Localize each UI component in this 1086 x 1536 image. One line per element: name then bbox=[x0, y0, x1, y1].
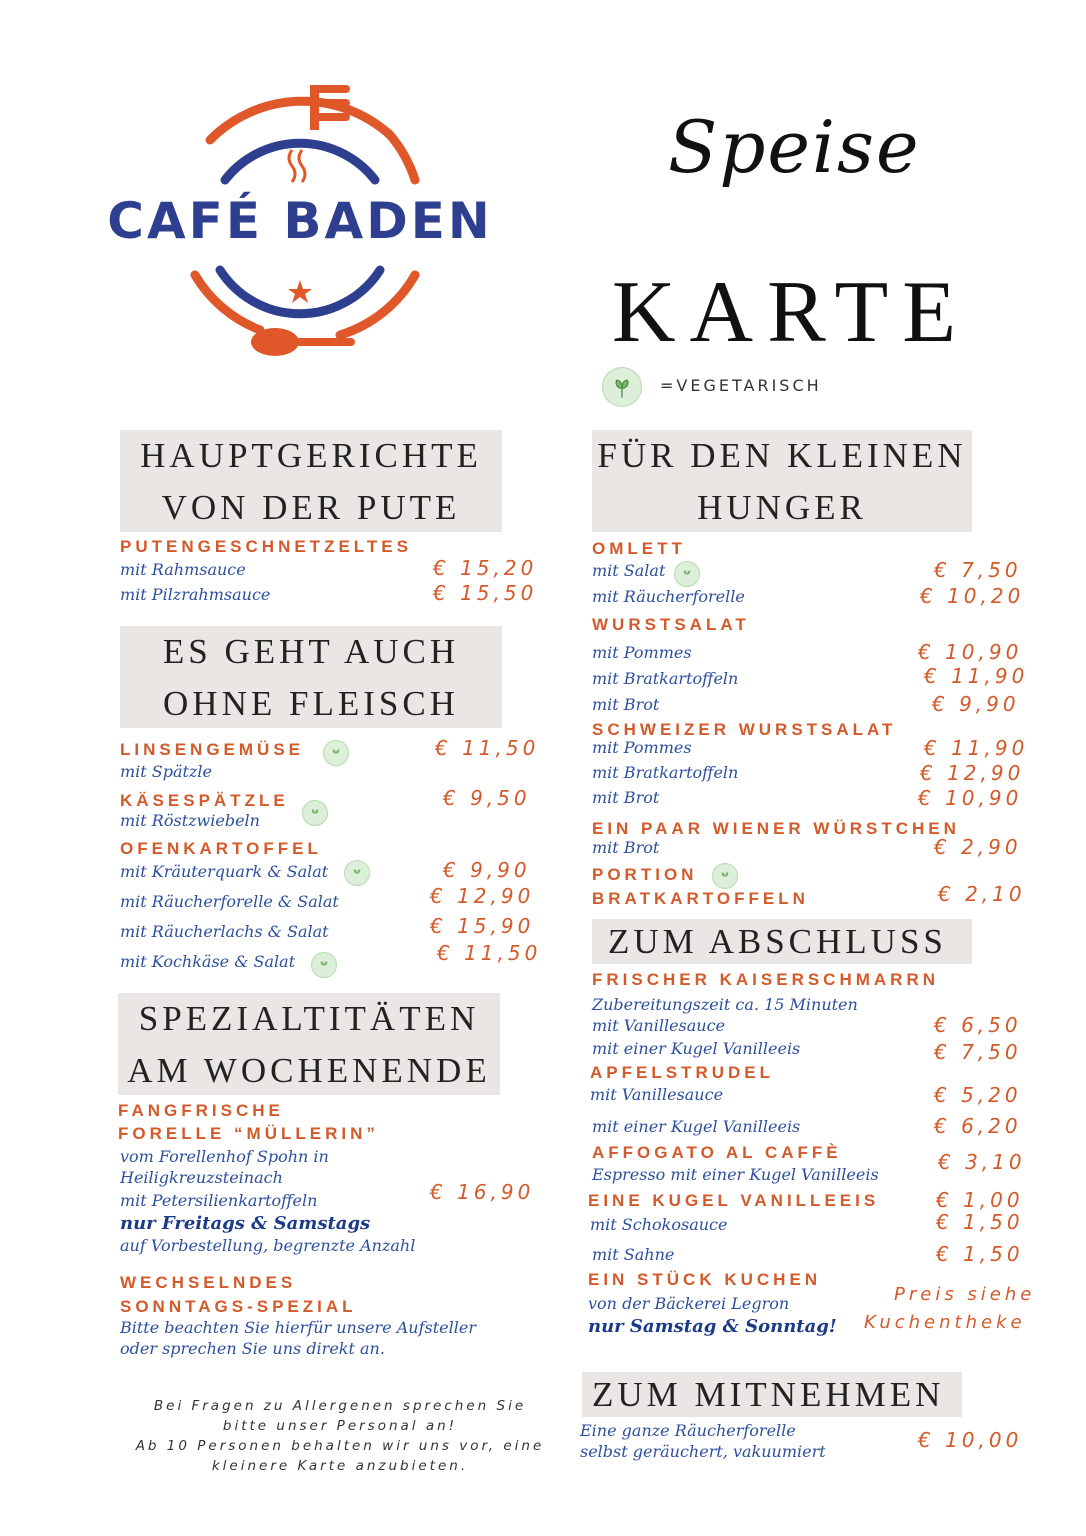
item-title: LINSENGEMÜSE bbox=[120, 740, 305, 759]
item-title: KÄSESPÄTZLE bbox=[120, 791, 289, 810]
item-price-note: Kuchentheke bbox=[864, 1312, 1026, 1333]
item-price-note: Preis siehe bbox=[894, 1284, 1036, 1305]
item-note: nur Samstag & Sonntag! bbox=[588, 1316, 837, 1337]
item-desc: mit Räucherforelle & Salat bbox=[120, 892, 339, 911]
item-price: € 6,20 bbox=[934, 1114, 1022, 1138]
item-price: € 10,90 bbox=[918, 786, 1023, 810]
item-desc: von der Bäckerei Legron bbox=[588, 1294, 790, 1313]
item-desc: mit Räucherforelle bbox=[592, 587, 745, 606]
item-price: € 10,20 bbox=[920, 584, 1025, 608]
item-price: € 15,50 bbox=[433, 581, 538, 605]
item-desc: mit Spätzle bbox=[120, 762, 212, 781]
item-desc: Espresso mit einer Kugel Vanilleeis bbox=[592, 1165, 879, 1184]
brand-name: CAFÉ BADEN bbox=[107, 192, 493, 250]
item-price: € 12,90 bbox=[920, 761, 1025, 785]
vegetarian-leaf-icon bbox=[302, 800, 328, 826]
item-price: € 15,90 bbox=[430, 914, 535, 938]
vegetarian-leaf-icon bbox=[311, 952, 337, 978]
item-desc: oder sprechen Sie uns direkt an. bbox=[120, 1339, 385, 1358]
item-price: € 16,90 bbox=[430, 1180, 535, 1204]
item-price: € 11,50 bbox=[435, 736, 540, 760]
item-price: € 9,90 bbox=[443, 858, 531, 882]
item-desc: mit Pilzrahmsauce bbox=[120, 585, 271, 604]
item-price: € 15,20 bbox=[433, 556, 538, 580]
item-title: PUTENGESCHNETZELTES bbox=[120, 537, 412, 556]
item-title: APFELSTRUDEL bbox=[590, 1063, 774, 1082]
item-desc: mit Brot bbox=[592, 788, 660, 807]
title-main: KARTE bbox=[612, 264, 971, 361]
item-price: € 1,50 bbox=[936, 1210, 1024, 1234]
item-title: FORELLE “MÜLLERIN” bbox=[118, 1124, 379, 1143]
vegetarian-leaf-icon bbox=[712, 863, 738, 889]
item-title: OMLETT bbox=[592, 539, 686, 558]
item-title: OFENKARTOFFEL bbox=[120, 839, 322, 858]
item-price: € 10,90 bbox=[918, 640, 1023, 664]
item-desc: vom Forellenhof Spohn in bbox=[120, 1147, 329, 1166]
item-price: € 9,50 bbox=[443, 786, 531, 810]
item-title: EIN PAAR WIENER WÜRSTCHEN bbox=[592, 819, 960, 838]
item-desc: selbst geräuchert, vakuumiert bbox=[580, 1442, 826, 1461]
item-desc: mit Kräuterquark & Salat bbox=[120, 862, 329, 881]
item-price: € 6,50 bbox=[934, 1013, 1022, 1037]
item-price: € 3,10 bbox=[938, 1150, 1026, 1174]
vegetarian-leaf-icon bbox=[323, 740, 349, 766]
heading-mitnehmen: ZUM MITNEHMEN bbox=[582, 1372, 962, 1417]
item-price: € 1,50 bbox=[936, 1242, 1024, 1266]
item-price: € 11,90 bbox=[924, 736, 1029, 760]
item-note: nur Freitags & Samstags bbox=[120, 1213, 371, 1234]
item-price: € 11,50 bbox=[437, 941, 542, 965]
item-title: BRATKARTOFFELN bbox=[592, 889, 809, 908]
item-price: € 1,00 bbox=[936, 1188, 1024, 1212]
item-desc: mit Röstzwiebeln bbox=[120, 811, 260, 830]
item-desc: mit Bratkartoffeln bbox=[592, 669, 739, 688]
item-title: PORTION bbox=[592, 865, 698, 884]
item-desc: mit Brot bbox=[592, 695, 660, 714]
item-price: € 12,90 bbox=[430, 884, 535, 908]
item-desc: mit Brot bbox=[592, 838, 660, 857]
item-price: € 2,90 bbox=[934, 835, 1022, 859]
heading-spezial: SPEZIALTITÄTEN AM WOCHENENDE bbox=[118, 993, 500, 1095]
vegetarian-leaf-icon bbox=[674, 561, 700, 587]
item-desc: mit Schokosauce bbox=[590, 1215, 728, 1234]
item-desc: mit Räucherlachs & Salat bbox=[120, 922, 329, 941]
item-desc: mit Pommes bbox=[592, 738, 692, 757]
item-desc: mit Kochkäse & Salat bbox=[120, 952, 296, 971]
item-desc: Eine ganze Räucherforelle bbox=[580, 1421, 796, 1440]
item-title: EINE KUGEL VANILLEEIS bbox=[588, 1191, 880, 1210]
item-desc: mit Rahmsauce bbox=[120, 560, 246, 579]
heading-kleiner-hunger: FÜR DEN KLEINEN HUNGER bbox=[592, 430, 972, 532]
item-title: AFFOGATO AL CAFFÈ bbox=[592, 1143, 842, 1162]
allergen-note: Bei Fragen zu Allergenen sprechen Sie bitte unser Personal an! Ab 10 Personen behalten wir uns vor, eine kleinere Karte anzubieten. bbox=[135, 1398, 545, 1474]
item-desc: mit Salat bbox=[592, 561, 666, 580]
heading-abschluss: ZUM ABSCHLUSS bbox=[592, 919, 972, 964]
vegetarian-leaf-icon bbox=[344, 860, 370, 886]
item-desc: mit Vanillesauce bbox=[592, 1016, 726, 1035]
item-price: € 11,90 bbox=[924, 664, 1029, 688]
item-price: € 9,90 bbox=[932, 692, 1020, 716]
heading-pute: HAUPTGERICHTE VON DER PUTE bbox=[120, 430, 502, 532]
item-price: € 2,10 bbox=[938, 882, 1026, 906]
item-title: SCHWEIZER WURSTSALAT bbox=[592, 720, 897, 739]
item-desc: mit Vanillesauce bbox=[590, 1085, 724, 1104]
heading-ohne-fleisch: ES GEHT AUCH OHNE FLEISCH bbox=[120, 626, 502, 728]
item-desc: mit Pommes bbox=[592, 643, 692, 662]
item-title: FRISCHER KAISERSCHMARRN bbox=[592, 970, 940, 989]
item-desc: mit Sahne bbox=[592, 1245, 675, 1264]
item-desc: Heiligkreuzsteinach bbox=[120, 1168, 283, 1187]
item-desc: mit Petersilienkartoffeln bbox=[120, 1191, 318, 1210]
item-price: € 5,20 bbox=[934, 1083, 1022, 1107]
legend-text: =VEGETARISCH bbox=[660, 376, 822, 395]
vegetarian-leaf-icon bbox=[602, 367, 642, 407]
item-desc: mit Bratkartoffeln bbox=[592, 763, 739, 782]
item-title: WURSTSALAT bbox=[592, 615, 750, 634]
item-desc: Bitte beachten Sie hierfür unsere Aufsteller bbox=[120, 1318, 476, 1337]
item-price: € 7,50 bbox=[934, 558, 1022, 582]
item-desc: mit einer Kugel Vanilleeis bbox=[592, 1117, 801, 1136]
item-title: WECHSELNDES bbox=[120, 1273, 297, 1292]
item-title: FANGFRISCHE bbox=[118, 1101, 284, 1120]
item-desc: auf Vorbestellung, begrenzte Anzahl bbox=[120, 1236, 416, 1255]
item-price: € 7,50 bbox=[934, 1040, 1022, 1064]
title-script: Speise bbox=[668, 105, 921, 189]
item-price: € 10,00 bbox=[918, 1428, 1023, 1452]
item-desc: Zubereitungszeit ca. 15 Minuten bbox=[592, 995, 858, 1014]
cafe-baden-logo bbox=[70, 80, 540, 370]
item-title: EIN STÜCK KUCHEN bbox=[588, 1270, 822, 1289]
item-title: SONNTAGS-SPEZIAL bbox=[120, 1297, 357, 1316]
item-desc: mit einer Kugel Vanilleeis bbox=[592, 1039, 801, 1058]
